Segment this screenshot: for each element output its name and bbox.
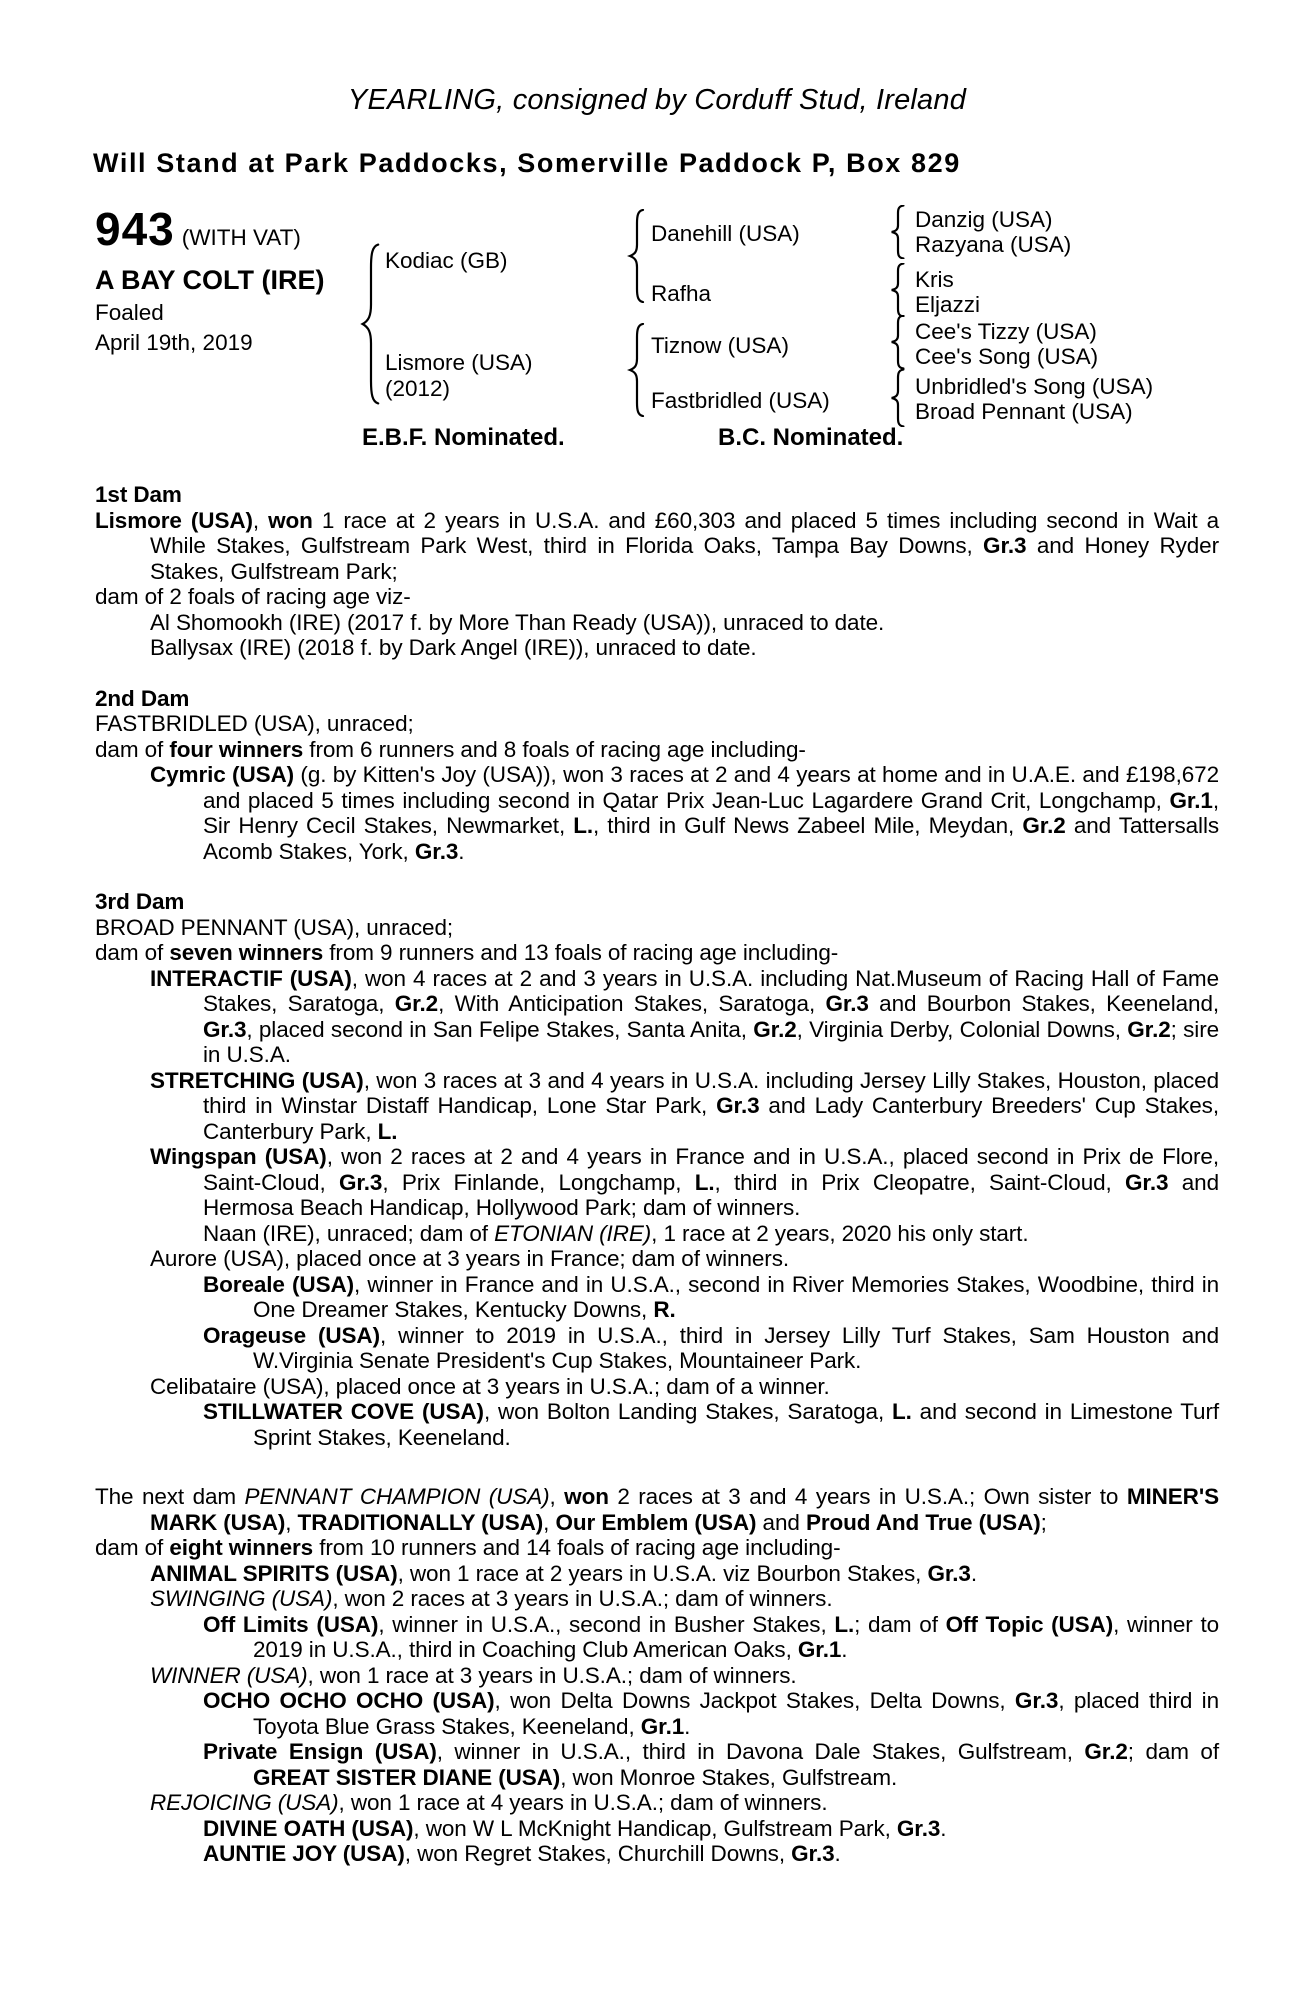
para-cymric: Cymric (USA) (g. by Kitten's Joy (USA)), won 3 races at 2 and 4 years at home and in U.A.E. and £198,672 and placed 5 times including second in Qatar Prix Jean-Luc Lagardere Grand Crit, Longchamp, Gr.1, Sir Henry Cecil Stakes, Newmarket, L., third in Gulf News Zabeel Mile, Meydan, Gr.2 and Tattersalls Acomb Stakes, York, Gr.3. [150,762,1219,864]
para-auntie-joy: AUNTIE JOY (USA), won Regret Stakes, Churchill Downs, Gr.3. [203,1841,841,1866]
para-lismore: Lismore (USA), won 1 race at 2 years in U.S.A. and £60,303 and placed 5 times including second in Wait a While Stakes, Gulfstream Park West, third in Florida Oaks, Tampa Bay Downs, Gr.3 and Honey Ryder Stakes, Gulfstream Park; [95,507,1219,584]
para-interactif: INTERACTIF (USA), won 4 races at 2 and 3 years in U.S.A. including Nat.Museum of Racing Hall of Fame Stakes, Saratoga, Gr.2, With Anticipation Stakes, Saratoga, Gr.3 and Bourbon Stakes, Keeneland, Gr.3, placed second in San Felipe Stakes, Santa Anita, Gr.2, Virginia Derby, Colonial Downs, Gr.2; sire in U.S.A. [150,965,1220,1067]
para-rejoicing: REJOICING (USA), won 1 race at 4 years in U.S.A.; dam of winners. [150,1790,828,1815]
para-ocho-ocho-ocho: OCHO OCHO OCHO (USA), won Delta Downs Jackpot Stakes, Delta Downs, Gr.3, placed third in Toyota Blue Grass Stakes, Keeneland, Gr.1. [203,1688,1219,1739]
pedigree-great-grandparent: Eljazzi [915,292,981,317]
heading-1st-dam: 1st Dam [95,482,182,507]
vat-note: (WITH VAT) [181,225,301,250]
pedigree-sire-sire: Danehill (USA) [651,221,800,246]
foaled-label: Foaled [95,300,164,325]
para-broad-pennant: BROAD PENNANT (USA), unraced; [95,914,454,940]
pedigree-brace [889,369,907,427]
pedigree-brace [627,209,647,303]
para-aurore: Aurore (USA), placed once at 3 years in France; dam of winners. [150,1246,789,1271]
para-private-ensign: Private Ensign (USA), winner in U.S.A., third in Davona Dale Stakes, Gulfstream, Gr.2; dam of GREAT SISTER DIANE (USA), won Monroe Stakes, Gulfstream. [203,1739,1219,1790]
para-divine-oath: DIVINE OATH (USA), won W L McKnight Handicap, Gulfstream Park, Gr.3. [203,1815,947,1841]
para-naan: Naan (IRE), unraced; dam of ETONIAN (IRE), 1 race at 2 years, 2020 his only start. [203,1220,1029,1246]
heading-3rd-dam: 3rd Dam [95,889,185,914]
pedigree-brace [889,315,907,369]
para-fastbridled: FASTBRIDLED (USA), unraced; [95,711,414,736]
pedigree-great-grandparent: Cee's Song (USA) [915,344,1099,369]
lot-info [95,203,380,356]
pedigree-dam: Lismore (USA) [385,350,533,375]
para-stretching: STRETCHING (USA), won 3 races at 3 and 4 years in U.S.A. including Jersey Lilly Stakes, Houston, placed third in Winstar Distaff Handicap, Lone Star Park, Gr.3 and Lady Canterbury Breeders' Cup Stakes, Canterbury Park, L. [150,1067,1219,1144]
consignor-title: YEARLING, consigned by Corduff Stud, Ireland [347,84,967,116]
pedigree-brace [889,205,907,259]
pedigree-great-grandparent: Kris [915,267,954,292]
pedigree-brace [889,263,907,317]
ebf-nominated: E.B.F. Nominated. [362,424,565,451]
pedigree-great-grandparent: Razyana (USA) [915,232,1072,257]
pedigree-great-grandparent: Danzig (USA) [915,207,1053,232]
para-dam-of-seven-winners: dam of seven winners from 9 runners and 13 foals of racing age including- [95,940,839,965]
para-animal-spirits: ANIMAL SPIRITS (USA), won 1 race at 2 years in U.S.A. viz Bourbon Stakes, Gr.3. [150,1560,977,1586]
section-gap [95,1450,1219,1484]
para-orageuse: Orageuse (USA), winner to 2019 in U.S.A., third in Jersey Lilly Turf Stakes, Sam Houston and W.Virginia Senate President's Cup Stakes, Mountaineer Park. [203,1322,1219,1373]
para-stillwater-cove: STILLWATER COVE (USA), won Bolton Landing Stakes, Saratoga, L. and second in Limestone Turf Sprint Stakes, Keeneland. [203,1399,1219,1450]
pedigree-dam-year: (2012) [385,376,451,401]
bc-nominated: B.C. Nominated. [718,424,904,451]
heading-2nd-dam: 2nd Dam [95,685,190,711]
pedigree-brace [359,243,383,405]
horse-name: A BAY COLT (IRE) [95,265,325,295]
para-al-shomookh: Al Shomookh (IRE) (2017 f. by More Than Ready (USA)), unraced to date. [150,609,885,635]
para-dam-of-eight-winners: dam of eight winners from 10 runners and 14 foals of racing age including- [95,1535,841,1560]
lot-number: 943 [95,203,175,255]
pedigree-dam-sire: Tiznow (USA) [651,333,789,358]
para-boreale: Boreale (USA), winner in France and in U.S.A., second in River Memories Stakes, Woodbine, third in One Dreamer Stakes, Kentucky Downs, R. [203,1271,1220,1322]
section-gap [95,864,1219,889]
para-dam-of-four-winners: dam of four winners from 6 runners and 8 foals of racing age including- [95,736,806,762]
section-gap [95,661,1219,686]
pedigree-sire-dam: Rafha [651,281,712,306]
pedigree-sire: Kodiac (GB) [385,248,508,273]
pedigree-great-grandparent: Broad Pennant (USA) [915,399,1133,424]
stand-location: Will Stand at Park Paddocks, Somerville Paddock P, Box 829 [93,148,961,178]
para-pennant-champion: The next dam PENNANT CHAMPION (USA), won 2 races at 3 and 4 years in U.S.A.; Own sister to MINER'S MARK (USA), TRADITIONALLY (USA), Our Emblem (USA) and Proud And True (USA); [95,1484,1219,1535]
lot-number-row [95,203,380,255]
pedigree-dam-dam: Fastbridled (USA) [651,388,830,413]
pedigree-great-grandparent: Cee's Tizzy (USA) [915,319,1097,344]
para-ballysax: Ballysax (IRE) (2018 f. by Dark Angel (IRE)), unraced to date. [150,635,757,660]
foaled-date: April 19th, 2019 [95,330,253,355]
pedigree-brace [627,323,647,417]
para-winner: WINNER (USA), won 1 race at 3 years in U.S.A.; dam of winners. [150,1662,797,1688]
para-celibataire: Celibataire (USA), placed once at 3 years in U.S.A.; dam of a winner. [150,1373,830,1399]
pedigree-great-grandparent: Unbridled's Song (USA) [915,374,1154,399]
pedigree-text [95,482,1219,1867]
para-dam-of-2-foals: dam of 2 foals of racing age viz- [95,584,411,609]
para-swinging: SWINGING (USA), won 2 races at 3 years in U.S.A.; dam of winners. [150,1586,833,1611]
pedigree-tree [355,205,1235,455]
para-off-limits: Off Limits (USA), winner in U.S.A., second in Busher Stakes, L.; dam of Off Topic (USA), winner to 2019 in U.S.A., third in Coaching Club American Oaks, Gr.1. [203,1611,1220,1662]
para-wingspan: Wingspan (USA), won 2 races at 2 and 4 years in France and in U.S.A., placed second in Prix de Flore, Saint-Cloud, Gr.3, Prix Finlande, Longchamp, L., third in Prix Cleopatre, Saint-Cloud, Gr.3 and Hermosa Beach Handicap, Hollywood Park; dam of winners. [150,1144,1219,1220]
